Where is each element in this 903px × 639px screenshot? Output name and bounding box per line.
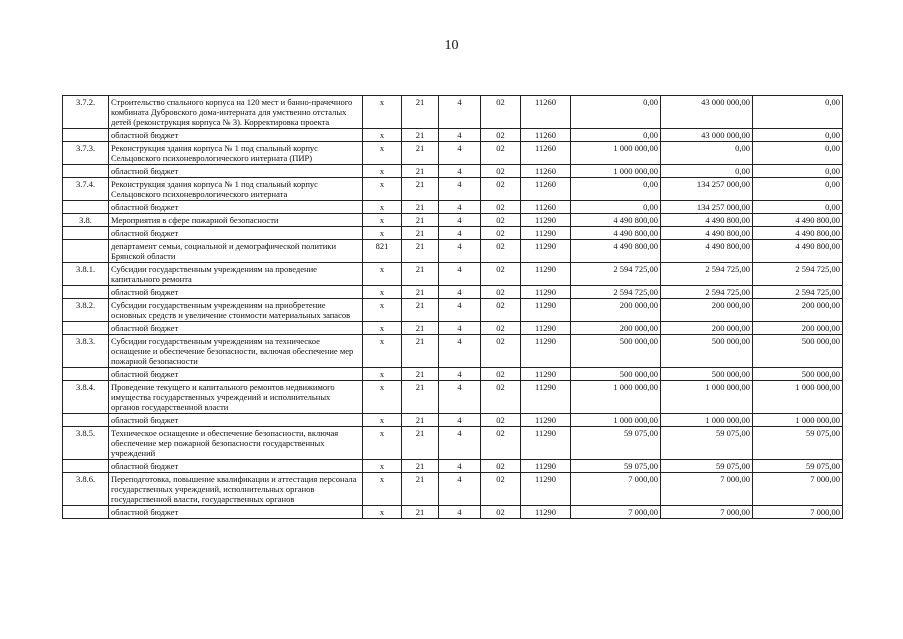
cell-code: 3.8.4. [63,381,109,414]
cell-amount-3: 0,00 [753,96,843,129]
cell-subsection: 4 [439,201,481,214]
table-row [63,263,843,286]
cell-code: 3.8.2. [63,299,109,322]
cell-amount-1: 1 000 000,00 [571,381,661,414]
cell-ministry: х [363,427,402,460]
cell-direction: 11260 [521,201,571,214]
cell-subsection: 4 [439,227,481,240]
cell-amount-3: 59 075,00 [753,427,843,460]
table-row [63,142,843,165]
cell-code: 3.8.1. [63,263,109,286]
cell-amount-2: 500 000,00 [661,368,753,381]
cell-direction: 11260 [521,142,571,165]
cell-description: областной бюджет [109,165,363,178]
cell-ministry: х [363,368,402,381]
cell-amount-3: 0,00 [753,165,843,178]
cell-description: Переподготовка, повышение квалификации и аттестация персонала государственных учреждений, исполнительных органов государственной власти, государственных органов [109,473,363,506]
cell-program: 02 [481,178,521,201]
cell-description: областной бюджет [109,227,363,240]
cell-direction: 11290 [521,263,571,286]
cell-description: областной бюджет [109,460,363,473]
cell-code: 3.7.2. [63,96,109,129]
table-row [63,178,843,201]
cell-section: 21 [402,227,439,240]
cell-direction: 11290 [521,414,571,427]
cell-section: 21 [402,506,439,519]
cell-amount-1: 200 000,00 [571,322,661,335]
cell-ministry: х [363,142,402,165]
cell-ministry: х [363,506,402,519]
cell-program: 02 [481,227,521,240]
cell-amount-1: 59 075,00 [571,427,661,460]
cell-description: Субсидии государственным учреждениям на техническое оснащение и обеспечение безопасности, включая обеспечение мер пожарной безопасности [109,335,363,368]
cell-program: 02 [481,414,521,427]
cell-direction: 11260 [521,96,571,129]
cell-ministry: х [363,299,402,322]
cell-ministry: х [363,286,402,299]
cell-program: 02 [481,201,521,214]
cell-amount-1: 0,00 [571,178,661,201]
cell-program: 02 [481,506,521,519]
cell-code [63,201,109,214]
cell-program: 02 [481,129,521,142]
cell-subsection: 4 [439,240,481,263]
cell-amount-2: 2 594 725,00 [661,263,753,286]
cell-direction: 11290 [521,240,571,263]
cell-amount-2: 4 490 800,00 [661,214,753,227]
cell-section: 21 [402,322,439,335]
cell-subsection: 4 [439,427,481,460]
cell-section: 21 [402,286,439,299]
cell-amount-3: 4 490 800,00 [753,214,843,227]
cell-code: 3.7.3. [63,142,109,165]
cell-code [63,414,109,427]
cell-amount-3: 4 490 800,00 [753,240,843,263]
cell-direction: 11290 [521,335,571,368]
cell-section: 21 [402,240,439,263]
cell-description: Проведение текущего и капитального ремонтов недвижимого имущества государственных учреждений и исполнительных органов государственной власти [109,381,363,414]
cell-amount-3: 0,00 [753,129,843,142]
cell-amount-2: 43 000 000,00 [661,96,753,129]
cell-section: 21 [402,381,439,414]
cell-direction: 11290 [521,299,571,322]
cell-code [63,460,109,473]
cell-description: областной бюджет [109,129,363,142]
table-row [63,473,843,506]
cell-amount-3: 0,00 [753,201,843,214]
cell-amount-3: 0,00 [753,142,843,165]
cell-amount-1: 59 075,00 [571,460,661,473]
table-row [63,506,843,519]
cell-amount-1: 4 490 800,00 [571,227,661,240]
cell-amount-3: 0,00 [753,178,843,201]
cell-amount-1: 4 490 800,00 [571,240,661,263]
cell-amount-3: 7 000,00 [753,506,843,519]
cell-amount-3: 4 490 800,00 [753,227,843,240]
cell-direction: 11290 [521,506,571,519]
cell-subsection: 4 [439,142,481,165]
cell-amount-1: 200 000,00 [571,299,661,322]
cell-ministry: х [363,96,402,129]
cell-section: 21 [402,427,439,460]
cell-code [63,227,109,240]
cell-amount-3: 200 000,00 [753,322,843,335]
cell-code [63,165,109,178]
cell-direction: 11260 [521,165,571,178]
cell-amount-1: 1 000 000,00 [571,142,661,165]
cell-ministry: х [363,414,402,427]
cell-section: 21 [402,178,439,201]
cell-amount-2: 4 490 800,00 [661,227,753,240]
cell-direction: 11290 [521,322,571,335]
cell-section: 21 [402,473,439,506]
cell-section: 21 [402,460,439,473]
cell-section: 21 [402,142,439,165]
cell-description: областной бюджет [109,368,363,381]
cell-program: 02 [481,322,521,335]
cell-ministry: х [363,227,402,240]
cell-program: 02 [481,240,521,263]
cell-description: Субсидии государственным учреждениям на приобретение основных средств и увеличение стоимости материальных запасов [109,299,363,322]
cell-amount-3: 500 000,00 [753,335,843,368]
cell-amount-2: 43 000 000,00 [661,129,753,142]
cell-program: 02 [481,335,521,368]
cell-description: Реконструкция здания корпуса № 1 под спальный корпус Сельцовского психоневрологического интерната [109,178,363,201]
cell-section: 21 [402,165,439,178]
cell-amount-1: 4 490 800,00 [571,214,661,227]
cell-description: областной бюджет [109,286,363,299]
table-row [63,460,843,473]
cell-code [63,368,109,381]
cell-amount-1: 500 000,00 [571,368,661,381]
cell-description: Субсидии государственным учреждениям на проведение капитального ремонта [109,263,363,286]
cell-description: Техническое оснащение и обеспечение безопасности, включая обеспечение мер пожарной безопасности государственных учреждений [109,427,363,460]
cell-amount-2: 7 000,00 [661,473,753,506]
cell-section: 21 [402,129,439,142]
cell-ministry: х [363,165,402,178]
cell-amount-1: 0,00 [571,129,661,142]
table-row [63,240,843,263]
cell-program: 02 [481,142,521,165]
cell-program: 02 [481,427,521,460]
cell-amount-3: 7 000,00 [753,473,843,506]
cell-code: 3.8.5. [63,427,109,460]
cell-code: 3.7.4. [63,178,109,201]
budget-table [62,95,843,519]
cell-description: Реконструкция здания корпуса № 1 под спальный корпус Сельцовского психоневрологического интерната (ПИР) [109,142,363,165]
cell-description: областной бюджет [109,414,363,427]
cell-amount-2: 7 000,00 [661,506,753,519]
cell-ministry: х [363,263,402,286]
cell-amount-1: 7 000,00 [571,473,661,506]
cell-ministry: х [363,381,402,414]
cell-ministry: х [363,201,402,214]
cell-code: 3.8.3. [63,335,109,368]
cell-code: 3.8. [63,214,109,227]
cell-description: Строительство спального корпуса на 120 мест и банно-прачечного комбината Дубровского дома-интерната для умственно отсталых детей (реконструкция корпуса № 3). Корректировка проекта [109,96,363,129]
page-number: 10 [444,38,459,53]
cell-code [63,506,109,519]
table-row [63,427,843,460]
cell-amount-2: 200 000,00 [661,299,753,322]
cell-description: Мероприятия в сфере пожарной безопасности [109,214,363,227]
cell-amount-2: 4 490 800,00 [661,240,753,263]
cell-amount-2: 200 000,00 [661,322,753,335]
table-row [63,214,843,227]
cell-subsection: 4 [439,129,481,142]
cell-section: 21 [402,201,439,214]
cell-section: 21 [402,335,439,368]
cell-direction: 11290 [521,214,571,227]
cell-amount-2: 0,00 [661,165,753,178]
cell-program: 02 [481,165,521,178]
cell-direction: 11290 [521,460,571,473]
cell-code [63,322,109,335]
cell-ministry: х [363,214,402,227]
cell-ministry: х [363,460,402,473]
cell-direction: 11290 [521,368,571,381]
cell-amount-2: 1 000 000,00 [661,414,753,427]
cell-direction: 11290 [521,227,571,240]
table-row [63,368,843,381]
cell-description: областной бюджет [109,506,363,519]
cell-amount-2: 1 000 000,00 [661,381,753,414]
cell-description: областной бюджет [109,322,363,335]
cell-code [63,129,109,142]
cell-description: департамент семьи, социальной и демографической политики Брянской области [109,240,363,263]
table-body [63,96,843,519]
cell-amount-3: 2 594 725,00 [753,263,843,286]
cell-amount-3: 1 000 000,00 [753,414,843,427]
cell-subsection: 4 [439,335,481,368]
cell-subsection: 4 [439,214,481,227]
cell-program: 02 [481,263,521,286]
cell-direction: 11290 [521,286,571,299]
cell-description: областной бюджет [109,201,363,214]
cell-amount-1: 0,00 [571,201,661,214]
cell-section: 21 [402,214,439,227]
cell-amount-1: 1 000 000,00 [571,414,661,427]
cell-ministry: х [363,322,402,335]
cell-direction: 11290 [521,427,571,460]
cell-amount-1: 0,00 [571,96,661,129]
cell-amount-1: 2 594 725,00 [571,286,661,299]
cell-amount-1: 1 000 000,00 [571,165,661,178]
cell-section: 21 [402,96,439,129]
cell-section: 21 [402,299,439,322]
table-row [63,299,843,322]
cell-amount-3: 2 594 725,00 [753,286,843,299]
table-row [63,227,843,240]
cell-program: 02 [481,299,521,322]
cell-subsection: 4 [439,263,481,286]
cell-direction: 11290 [521,473,571,506]
cell-code [63,286,109,299]
table-row [63,335,843,368]
table-row [63,165,843,178]
cell-subsection: 4 [439,286,481,299]
cell-program: 02 [481,368,521,381]
cell-amount-3: 1 000 000,00 [753,381,843,414]
cell-amount-1: 2 594 725,00 [571,263,661,286]
cell-section: 21 [402,414,439,427]
cell-ministry: х [363,178,402,201]
cell-subsection: 4 [439,473,481,506]
cell-subsection: 4 [439,460,481,473]
table-row [63,129,843,142]
cell-amount-3: 500 000,00 [753,368,843,381]
table-row [63,381,843,414]
cell-subsection: 4 [439,299,481,322]
table-row [63,286,843,299]
cell-amount-2: 0,00 [661,142,753,165]
cell-direction: 11260 [521,129,571,142]
cell-ministry: х [363,335,402,368]
cell-program: 02 [481,286,521,299]
cell-amount-2: 134 257 000,00 [661,201,753,214]
cell-amount-3: 200 000,00 [753,299,843,322]
cell-subsection: 4 [439,178,481,201]
cell-subsection: 4 [439,414,481,427]
cell-amount-2: 59 075,00 [661,427,753,460]
table-row [63,201,843,214]
cell-subsection: 4 [439,506,481,519]
cell-amount-1: 7 000,00 [571,506,661,519]
table-row [63,96,843,129]
cell-ministry: х [363,473,402,506]
cell-amount-2: 134 257 000,00 [661,178,753,201]
cell-ministry: х [363,129,402,142]
cell-direction: 11290 [521,381,571,414]
cell-program: 02 [481,96,521,129]
cell-ministry: 821 [363,240,402,263]
cell-amount-1: 500 000,00 [571,335,661,368]
cell-program: 02 [481,460,521,473]
cell-subsection: 4 [439,368,481,381]
cell-amount-2: 500 000,00 [661,335,753,368]
cell-subsection: 4 [439,381,481,414]
table-row [63,322,843,335]
cell-amount-3: 59 075,00 [753,460,843,473]
cell-section: 21 [402,263,439,286]
cell-program: 02 [481,214,521,227]
cell-program: 02 [481,473,521,506]
cell-section: 21 [402,368,439,381]
cell-subsection: 4 [439,322,481,335]
cell-code: 3.8.6. [63,473,109,506]
cell-subsection: 4 [439,165,481,178]
cell-program: 02 [481,381,521,414]
cell-subsection: 4 [439,96,481,129]
cell-code [63,240,109,263]
cell-amount-2: 2 594 725,00 [661,286,753,299]
cell-direction: 11260 [521,178,571,201]
cell-amount-2: 59 075,00 [661,460,753,473]
table-row [63,414,843,427]
